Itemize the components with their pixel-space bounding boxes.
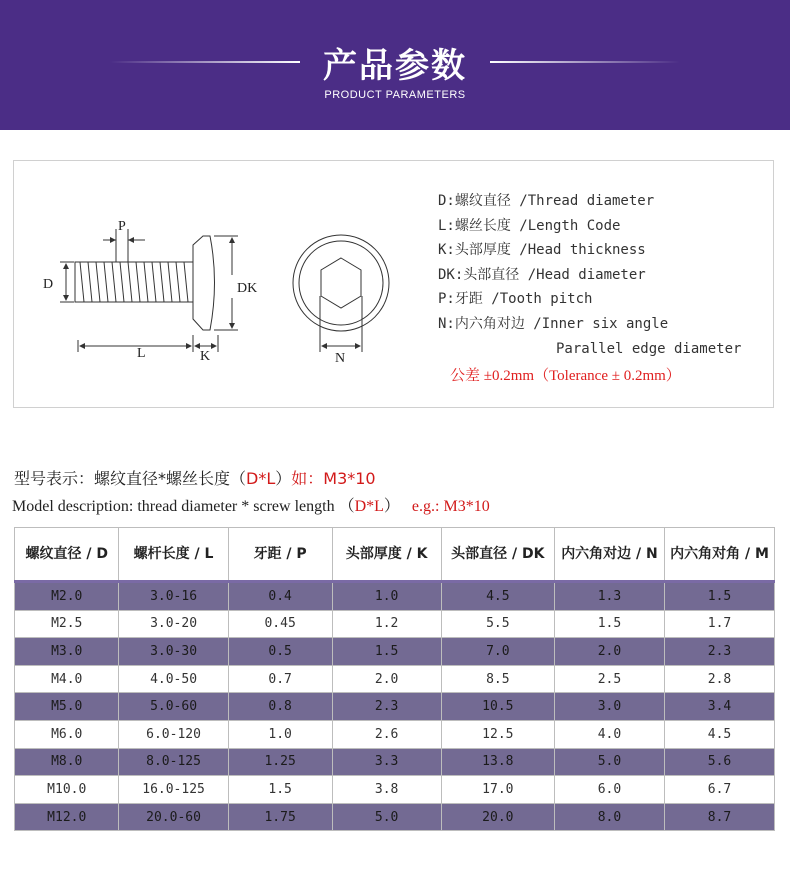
cell-hex-flat: 8.0 (554, 803, 664, 831)
cell-hex-flat: 2.0 (554, 638, 664, 666)
cell-pitch: 0.45 (228, 610, 332, 638)
cell-head-thickness: 1.5 (332, 638, 441, 666)
header-hex-flat: 内六角对边 / N (554, 528, 664, 582)
spec-table (14, 527, 775, 831)
legend-item-d: D:螺纹直径 /Thread diameter (438, 193, 655, 209)
header-screw-length: 螺杆长度 / L (119, 528, 228, 582)
cell-hex-flat: 2.5 (554, 665, 664, 693)
model-cn-prefix: 型号表示：螺纹直径*螺丝长度（ (14, 469, 247, 488)
screw-head (193, 236, 215, 330)
cell-head-diameter: 5.5 (441, 610, 554, 638)
model-description-en (12, 493, 490, 516)
label-k: K (200, 349, 211, 364)
table-row (15, 803, 775, 831)
screw-dimension-drawing (14, 161, 434, 407)
header-head-diameter: 头部直径 / DK (441, 528, 554, 582)
cell-head-thickness: 3.3 (332, 748, 441, 776)
cell-head-diameter: 7.0 (441, 638, 554, 666)
cell-thread-diameter: M8.0 (15, 748, 119, 776)
cell-thread-diameter: M5.0 (15, 693, 119, 721)
cell-pitch: 1.5 (228, 776, 332, 804)
table-row (15, 720, 775, 748)
cell-hex-corner: 3.4 (664, 693, 774, 721)
cell-screw-length: 3.0-16 (119, 582, 228, 611)
header-thread-diameter: 螺纹直径 / D (15, 528, 119, 582)
label-dk: DK (237, 281, 258, 296)
cell-screw-length: 3.0-20 (119, 610, 228, 638)
cell-thread-diameter: M12.0 (15, 803, 119, 831)
label-n: N (335, 351, 346, 366)
cell-head-thickness: 5.0 (332, 803, 441, 831)
cell-hex-flat: 1.5 (554, 610, 664, 638)
cell-hex-corner: 2.3 (664, 638, 774, 666)
header-pitch: 牙距 / P (228, 528, 332, 582)
cell-screw-length: 8.0-125 (119, 748, 228, 776)
table-row (15, 582, 775, 611)
legend-item-k: K:头部厚度 /Head thickness (438, 242, 646, 259)
cell-head-thickness: 1.0 (332, 582, 441, 611)
tolerance-note: 公差 ±0.2mm（Tolerance ± 0.2mm） (450, 368, 681, 384)
cell-pitch: 0.7 (228, 665, 332, 693)
legend-item-n-cont: Parallel edge diameter (556, 340, 742, 357)
model-cn-example: 如：M3*10 (291, 469, 376, 488)
cell-pitch: 0.5 (228, 638, 332, 666)
header-head-thickness: 头部厚度 / K (332, 528, 441, 582)
screw-threads (80, 262, 188, 302)
cell-screw-length: 4.0-50 (119, 665, 228, 693)
page-header (0, 0, 790, 130)
screw-shank (75, 262, 193, 302)
cell-pitch: 1.25 (228, 748, 332, 776)
cell-hex-corner: 4.5 (664, 720, 774, 748)
cell-head-diameter: 17.0 (441, 776, 554, 804)
head-inner-circle (299, 241, 383, 325)
cell-pitch: 0.4 (228, 582, 332, 611)
cell-hex-corner: 8.7 (664, 803, 774, 831)
header-hex-corner: 内六角对角 / M (664, 528, 774, 582)
cell-thread-diameter: M6.0 (15, 720, 119, 748)
cell-thread-diameter: M3.0 (15, 638, 119, 666)
cell-hex-flat: 1.3 (554, 582, 664, 611)
hex-socket (321, 258, 361, 308)
cell-head-thickness: 3.8 (332, 776, 441, 804)
model-en-suffix: ） (383, 498, 400, 515)
model-cn-code: D*L (246, 469, 276, 488)
cell-hex-flat: 6.0 (554, 776, 664, 804)
model-en-prefix: Model description: thread diameter * screw length （ (12, 498, 355, 515)
cell-head-diameter: 10.5 (441, 693, 554, 721)
cell-head-diameter: 8.5 (441, 665, 554, 693)
page-subtitle: PRODUCT PARAMETERS (324, 89, 466, 101)
label-d: D (43, 277, 54, 292)
cell-head-thickness: 2.0 (332, 665, 441, 693)
model-en-code: D*L (354, 498, 384, 515)
cell-head-thickness: 1.2 (332, 610, 441, 638)
cell-screw-length: 16.0-125 (119, 776, 228, 804)
cell-hex-corner: 5.6 (664, 748, 774, 776)
model-en-example: e.g.: M3*10 (411, 498, 490, 515)
spec-table-header-row (15, 528, 775, 582)
legend-item-l: L:螺丝长度 /Length Code (438, 217, 621, 234)
legend-item-p: P:牙距 /Tooth pitch (438, 291, 593, 308)
head-outer-circle (293, 235, 389, 331)
table-row (15, 776, 775, 804)
cell-head-thickness: 2.3 (332, 693, 441, 721)
cell-head-diameter: 12.5 (441, 720, 554, 748)
model-description-cn (14, 466, 376, 489)
table-row (15, 638, 775, 666)
legend-item-n: N:内六角对边 /Inner six angle (438, 315, 669, 332)
cell-pitch: 1.0 (228, 720, 332, 748)
model-cn-suffix: ） (275, 469, 292, 488)
page-title: 产品参数 (323, 46, 467, 86)
cell-head-diameter: 4.5 (441, 582, 554, 611)
cell-thread-diameter: M2.0 (15, 582, 119, 611)
table-row (15, 748, 775, 776)
cell-pitch: 0.8 (228, 693, 332, 721)
header-divider-right (490, 61, 680, 63)
cell-screw-length: 6.0-120 (119, 720, 228, 748)
cell-hex-flat: 5.0 (554, 748, 664, 776)
cell-screw-length: 20.0-60 (119, 803, 228, 831)
cell-head-diameter: 20.0 (441, 803, 554, 831)
cell-thread-diameter: M2.5 (15, 610, 119, 638)
legend-item-dk: DK:头部直径 /Head diameter (438, 266, 646, 283)
cell-thread-diameter: M10.0 (15, 776, 119, 804)
cell-hex-corner: 1.5 (664, 582, 774, 611)
cell-head-thickness: 2.6 (332, 720, 441, 748)
table-row (15, 665, 775, 693)
cell-pitch: 1.75 (228, 803, 332, 831)
cell-thread-diameter: M4.0 (15, 665, 119, 693)
cell-hex-corner: 2.8 (664, 665, 774, 693)
cell-head-diameter: 13.8 (441, 748, 554, 776)
table-row (15, 693, 775, 721)
cell-screw-length: 5.0-60 (119, 693, 228, 721)
label-l: L (137, 346, 146, 361)
dimension-legend (438, 189, 741, 361)
table-row (15, 610, 775, 638)
label-p: P (118, 219, 126, 234)
cell-hex-corner: 1.7 (664, 610, 774, 638)
cell-hex-flat: 3.0 (554, 693, 664, 721)
cell-screw-length: 3.0-30 (119, 638, 228, 666)
cell-hex-corner: 6.7 (664, 776, 774, 804)
cell-hex-flat: 4.0 (554, 720, 664, 748)
